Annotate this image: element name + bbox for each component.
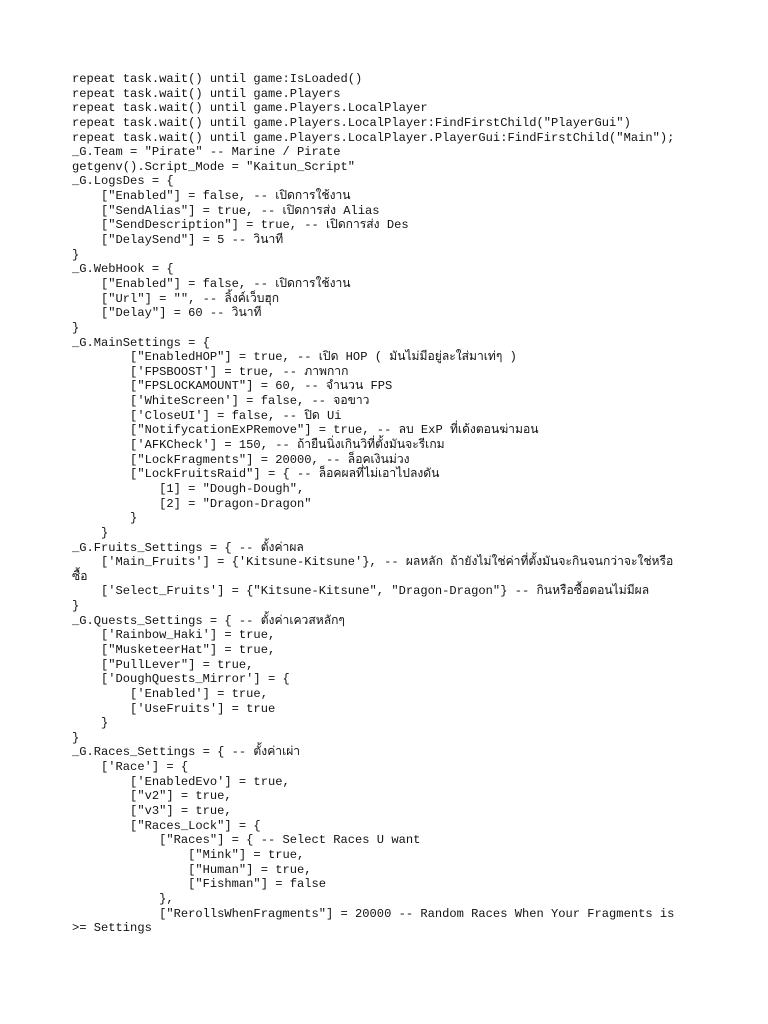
code-line: ["EnabledHOP"] = true, -- เปิด HOP ( มันไม่มีอยู่ละใส่มาเท่ๆ ) (72, 350, 517, 365)
code-line: [1] = "Dough-Dough", (72, 481, 305, 496)
code-line: repeat task.wait() until game.Players.LocalPlayer (72, 101, 428, 116)
code-line: _G.MainSettings = { (72, 335, 210, 350)
code-block (72, 72, 702, 936)
code-line: _G.WebHook = { (72, 262, 174, 277)
code-line: } (72, 716, 109, 731)
code-line: ['DoughQuests_Mirror'] = { (72, 672, 290, 687)
code-line: ["MusketeerHat"] = true, (72, 642, 276, 657)
code-line: _G.Quests_Settings = { -- ตั้งค่าเควสหลักๆ (72, 613, 345, 628)
code-line: ["Enabled"] = false, -- เปิดการใช้งาน (72, 189, 351, 204)
code-line: ซื้อ (72, 569, 88, 584)
code-line: ["Human"] = true, (72, 862, 312, 877)
code-line: ["Enabled"] = false, -- เปิดการใช้งาน (72, 276, 351, 291)
code-line: _G.Team = "Pirate" -- Marine / Pirate (72, 145, 341, 160)
code-line: _G.Fruits_Settings = { -- ตั้งค่าผล (72, 540, 304, 555)
code-line: ["Delay"] = 60 -- วินาที (72, 306, 262, 321)
code-line: _G.LogsDes = { (72, 174, 174, 189)
code-line: } (72, 247, 80, 262)
code-line: ["Mink"] = true, (72, 847, 305, 862)
code-line: ['Main_Fruits'] = {'Kitsune-Kitsune'}, -- ผลหลัก ถ้ายังไม่ใช่ค่าที่ตั้งมันจะกินจนกว่าจะใช่หรือ (72, 555, 674, 570)
code-line: } (72, 511, 138, 526)
code-line: } (72, 599, 80, 614)
code-line: ['FPSBOOST'] = true, -- ภาพกาก (72, 364, 349, 379)
code-line: ['Rainbow_Haki'] = true, (72, 628, 276, 643)
code-line: ["v2"] = true, (72, 789, 232, 804)
code-line: ["RerollsWhenFragments"] = 20000 -- Random Races When Your Fragments is (72, 906, 675, 921)
code-line: } (72, 320, 80, 335)
code-line: ["Races"] = { -- Select Races U want (72, 833, 421, 848)
code-line: } (72, 525, 109, 540)
code-line: >= Settings (72, 921, 152, 936)
code-line: repeat task.wait() until game.Players.LocalPlayer.PlayerGui:FindFirstChild("Main"); (72, 130, 675, 145)
code-line: ['UseFruits'] = true (72, 701, 276, 716)
code-line: ["FPSLOCKAMOUNT"] = 60, -- จำนวน FPS (72, 379, 393, 394)
code-line: ['Select_Fruits'] = {"Kitsune-Kitsune", "Dragon-Dragon"} -- กินหรือซื้อตอนไม่มีผล (72, 584, 650, 599)
code-line: ["SendAlias"] = true, -- เปิดการส่ง Alias (72, 203, 380, 218)
code-line: ['Race'] = { (72, 760, 189, 775)
code-line: ['Enabled'] = true, (72, 686, 268, 701)
code-line: getgenv().Script_Mode = "Kaitun_Script" (72, 159, 356, 174)
code-line: ["SendDescription"] = true, -- เปิดการส่ง Des (72, 218, 409, 233)
code-line: ["Races_Lock"] = { (72, 818, 261, 833)
code-line: ['WhiteScreen'] = false, -- จอขาว (72, 394, 370, 409)
code-line: ["Url"] = "", -- ลิ้งค์เว็บฮุก (72, 291, 280, 306)
code-line: } (72, 730, 80, 745)
code-line: ["LockFragments"] = 20000, -- ล็อคเงินม่วง (72, 452, 410, 467)
code-line: ["DelaySend"] = 5 -- วินาที (72, 233, 284, 248)
code-line: [2] = "Dragon-Dragon" (72, 496, 312, 511)
code-line: ["PullLever"] = true, (72, 657, 254, 672)
code-line: ["NotifycationExPRemove"] = true, -- ลบ ExP ที่เด้งตอนฆ่ามอน (72, 423, 539, 438)
code-line: repeat task.wait() until game.Players (72, 86, 341, 101)
code-line: repeat task.wait() until game.Players.LocalPlayer:FindFirstChild("PlayerGui") (72, 115, 631, 130)
code-line: ["Fishman"] = false (72, 877, 327, 892)
code-line: ["LockFruitsRaid"] = { -- ล็อคผลที่ไม่เอาไปลงดัน (72, 467, 440, 482)
code-line: }, (72, 891, 174, 906)
code-line: ['EnabledEvo'] = true, (72, 774, 290, 789)
code-line: ["v3"] = true, (72, 804, 232, 819)
code-line: ['CloseUI'] = false, -- ปิด Ui (72, 408, 342, 423)
code-line: ['AFKCheck'] = 150, -- ถ้ายืนนิ่งเกินวิที่ตั้งมันจะรีเกม (72, 438, 445, 453)
code-line: repeat task.wait() until game:IsLoaded() (72, 72, 363, 86)
code-line: _G.Races_Settings = { -- ตั้งค่าเผ่า (72, 745, 301, 760)
